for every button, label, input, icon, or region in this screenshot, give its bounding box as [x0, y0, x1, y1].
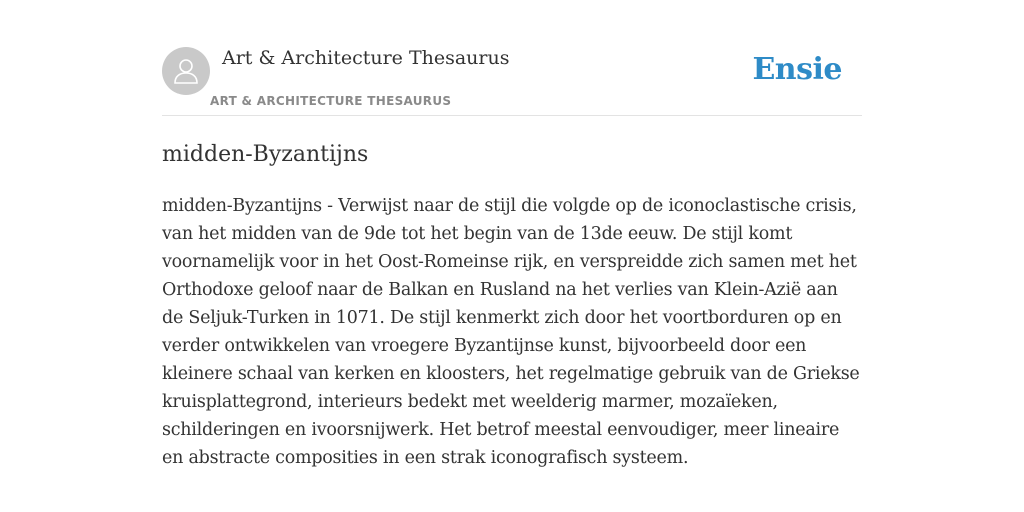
entry-title: midden-Byzantijns — [162, 142, 369, 167]
avatar[interactable] — [162, 47, 210, 95]
brand-logo[interactable]: Ensie — [752, 52, 842, 87]
entry-definition: midden-Byzantijns - Verwijst naar de stijl die volgde op de iconoclastische crisis, van het midden van de 9de tot het begin van de 13de eeuw. De stijl komt voornamelijk voor in het Oost-Romeinse rijk, en verspreidde zich samen met het Orthodoxe geloof naar de Balkan en Rusland na het verlies van Klein-Azië aan de Seljuk-Turken in 1071. De stijl kenmerkt zich door het voortborduren op en verder ontwikkelen van vroegere Byzantijnse kunst, bijvoorbeeld door een kleinere schaal van kerken en kloosters, het regelmatige gebruik van de Griekse kruisplattegrond, interieurs bedekt met weelderig marmer, mozaïeken, schilderingen en ivoorsnijwerk. Het betrof meestal eenvoudiger, meer lineaire en abstracte composities in een strak iconografisch systeem. — [162, 196, 860, 468]
header — [162, 0, 862, 116]
user-silhouette-icon — [171, 56, 201, 86]
content-container — [162, 0, 862, 468]
source-title[interactable]: Art & Architecture Thesaurus — [222, 47, 510, 69]
source-subtitle[interactable]: ART & ARCHITECTURE THESAURUS — [210, 94, 452, 108]
